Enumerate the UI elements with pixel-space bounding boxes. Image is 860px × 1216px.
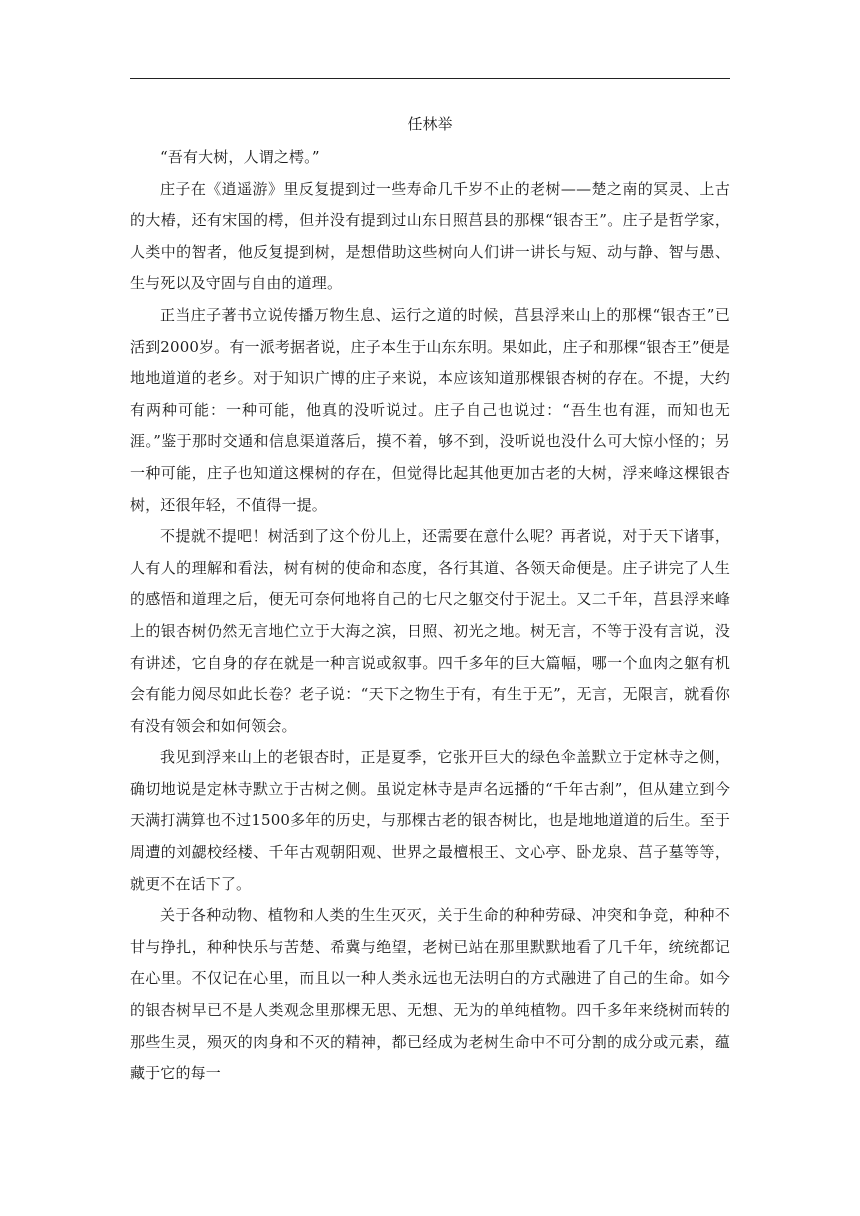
paragraph-quote: “吾有大树，人谓之樗。” [160,148,320,166]
paragraph: 庄子在《逍遥游》里反复提到过一些寿命几千岁不止的老树——楚之南的冥灵、上古的大椿，还有宋国的樗，但并没有提到过山东日照莒县的那棵“银杏王”。庄子是哲学家，人类中的智者，他反复提到树，是想借助这些树向人们讲一讲长与短、动与静、智与愚、生与死以及守固与自由的道理。 [130,179,730,293]
paragraph: 关于各种动物、植物和人类的生生灭灭，关于生命的种种劳碌、冲突和争竞，种种不甘与挣扎，种种快乐与苦楚、希冀与绝望，老树已站在那里默默地看了几千年，统统都记在心里。不仅记在心里，而且以一种人类永远也无法明白的方式融进了自己的生命。如今的银杏树早已不是人类观念里那棵无思、无想、无为的单纯植物。四千多年来绕树而转的那些生灵，殒灭的肉身和不灭的精神，都已经成为老树生命中不可分割的成分或元素，蕴藏于它的每一 [130,906,730,1083]
paragraph: 正当庄子著书立说传播万物生息、运行之道的时候，莒县浮来山上的那棵“银杏王”已活到2000岁。有一派考据者说，庄子本生于山东东明。果如此，庄子和那棵“银杏王”便是地地道道的老乡。对于知识广博的庄子来说，本应该知道那棵银杏树的存在。不提，大约有两种可能：一种可能，他真的没听说过。庄子自己也说过：“吾生也有涯，而知也无涯。”鉴于那时交通和信息渠道落后，摸不着，够不到，没听说也没什么可大惊小怪的；另一种可能，庄子也知道这棵树的存在，但觉得比起其他更加古老的大树，浮来峰这棵银杏树，还很年轻，不值得一提。 [130,305,730,514]
header-rule [130,78,730,79]
article-body [130,106,730,1090]
paragraph: 我见到浮来山上的老银杏时，正是夏季，它张开巨大的绿色伞盖默立于定林寺之侧，确切地说是定林寺默立于古树之侧。虽说定林寺是声名远播的“千年古刹”，但从建立到今天满打满算也不过1500多年的历史，与那棵古老的银杏树比，也是地地道道的后生。至于周遭的刘勰校经楼、千年古观朝阳观、世界之最檀根王、文心亭、卧龙泉、莒子墓等等，就更不在话下了。 [130,748,730,893]
paragraph: 不提就不提吧！树活到了这个份儿上，还需要在意什么呢？再者说，对于天下诸事，人有人的理解和看法，树有树的使命和态度，各行其道、各领天命便是。庄子讲完了人生的感悟和道理之后，便无可奈何地将自己的七尺之躯交付于泥土。又二千年，莒县浮来峰上的银杏树仍然无言地伫立于大海之滨，日照、初光之地。树无言，不等于没有言说，没有讲述，它自身的存在就是一种言说或叙事。四千多年的巨大篇幅，哪一个血肉之躯有机会有能力阅尽如此长卷？老子说：“天下之物生于有，有生于无”，无言，无限言，就看你有没有领会和如何领会。 [130,527,730,735]
author-name: 任林举 [407,115,453,133]
